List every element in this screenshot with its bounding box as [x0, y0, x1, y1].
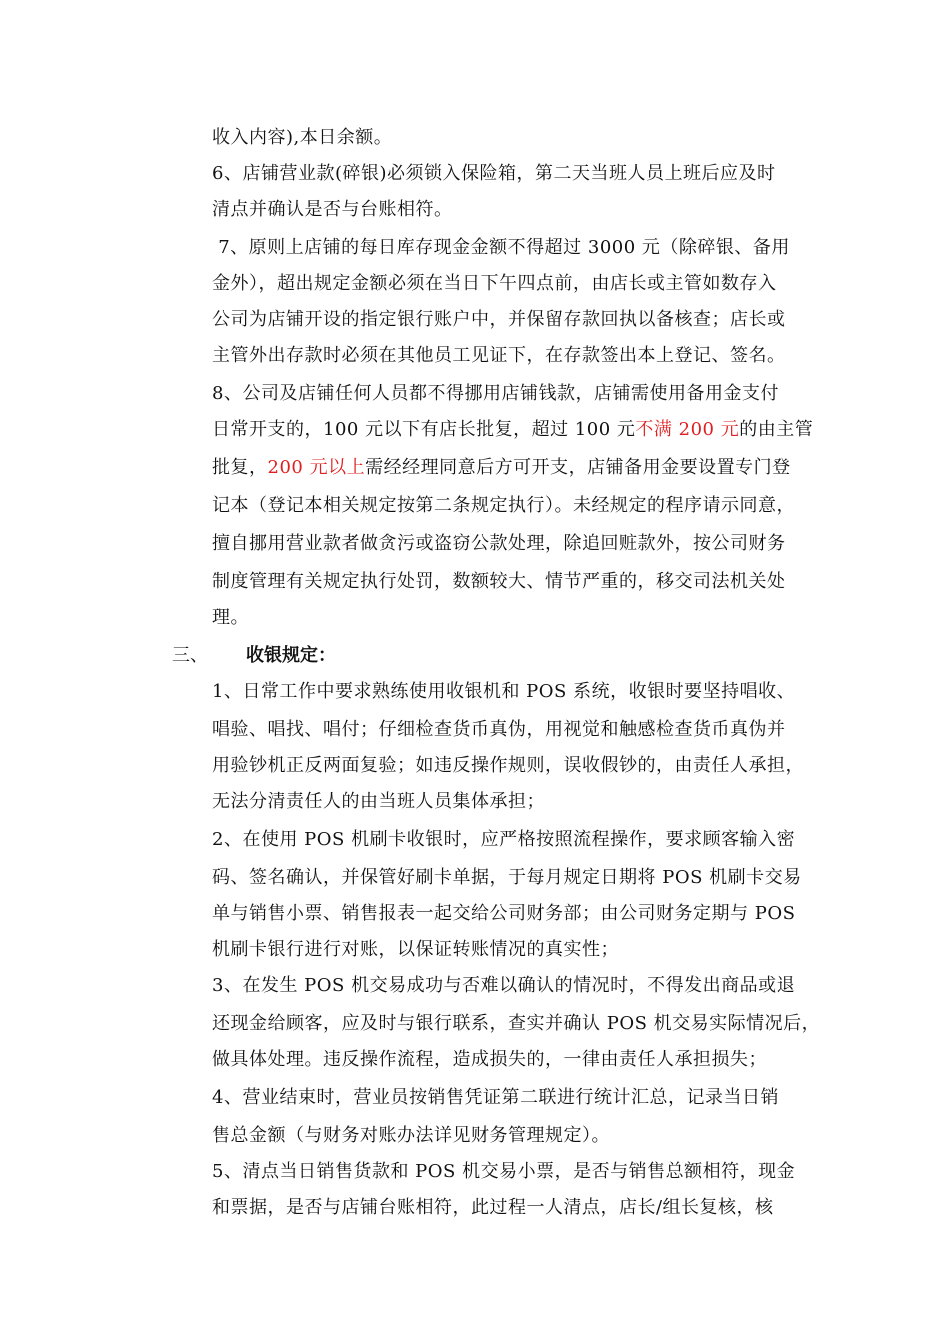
text-line: 5、清点当日销售货款和 POS 机交易小票，是否与销售总额相符，现金 — [212, 1161, 796, 1182]
text-line: 1、日常工作中要求熟练使用收银机和 POS 系统，收银时要坚持唱收、 — [212, 681, 796, 702]
text-line: 3、在发生 POS 机交易成功与否难以确认的情况时，不得发出商品或退 — [212, 975, 796, 996]
text-line-with-highlight — [212, 412, 813, 448]
text-line: 还现金给顾客，应及时与银行联系，查实并确认 POS 机交易实际情况后， — [212, 1013, 821, 1034]
text-line: 2、在使用 POS 机刷卡收银时，应严格按照流程操作，要求顾客输入密 — [212, 829, 796, 850]
text-segment: 的由主管 — [739, 419, 814, 440]
text-line: 金外），超出规定金额必须在当日下午四点前，由店长或主管如数存入 — [212, 273, 777, 294]
section-title: 收银规定： — [246, 645, 336, 666]
text-line: 和票据，是否与店铺台账相符，此过程一人清点，店长/组长复核，核 — [212, 1197, 774, 1218]
text-line: 主管外出存款时必须在其他员工见证下，在存款签出本上登记、签名。 — [212, 345, 786, 366]
text-line: 记本（登记本相关规定按第二条规定执行）。未经规定的程序请示同意， — [212, 495, 795, 516]
highlight-text: 不满 200 元 — [635, 419, 740, 440]
text-line: 无法分清责任人的由当班人员集体承担； — [212, 791, 545, 812]
text-segment: 日常开支的，100 元以下有店长批复，超过 100 元 — [212, 419, 636, 440]
text-line: 公司为店铺开设的指定银行账户中，并保留存款回执以备核查；店长或 — [212, 309, 786, 330]
text-line: 售总金额（与财务对账办法详见财务管理规定）。 — [212, 1125, 610, 1146]
text-line-with-highlight — [212, 450, 791, 486]
text-line: 6、店铺营业款(碎银)必须锁入保险箱，第二天当班人员上班后应及时 — [212, 163, 776, 184]
text-line: 收入内容),本日余额。 — [212, 127, 393, 148]
text-line: 擅自挪用营业款者做贪污或盗窃公款处理，除追回赃款外，按公司财务 — [212, 533, 786, 554]
text-line: 做具体处理。违反操作流程，造成损失的，一律由责任人承担损失； — [212, 1049, 767, 1070]
text-line: 单与销售小票、销售报表一起交给公司财务部；由公司财务定期与 POS — [212, 903, 796, 924]
highlight-text: 200 元以上 — [267, 457, 366, 478]
text-line: 唱验、唱找、唱付；仔细检查货币真伪，用视觉和触感检查货币真伪并 — [212, 719, 786, 740]
text-line: 4、营业结束时，营业员按销售凭证第二联进行统计汇总，记录当日销 — [212, 1087, 779, 1108]
section-number: 三、 — [172, 645, 208, 666]
text-line: 码、签名确认，并保管好刷卡单据，于每月规定日期将 POS 机刷卡交易 — [212, 867, 802, 888]
text-segment: 批复， — [212, 457, 268, 478]
text-line: 8、公司及店铺任何人员都不得挪用店铺钱款，店铺需使用备用金支付 — [212, 383, 779, 404]
text-line: 7、原则上店铺的每日库存现金金额不得超过 3000 元（除碎银、备用 — [212, 237, 790, 258]
text-line: 理。 — [212, 607, 249, 628]
text-line: 用验钞机正反两面复验；如违反操作规则，误收假钞的，由责任人承担， — [212, 755, 804, 776]
text-line: 制度管理有关规定执行处罚，数额较大、情节严重的，移交司法机关处 — [212, 571, 786, 592]
text-line: 清点并确认是否与台账相符。 — [212, 199, 453, 220]
text-segment: 需经经理同意后方可开支，店铺备用金要设置专门登 — [365, 457, 791, 478]
text-line: 机刷卡银行进行对账，以保证转账情况的真实性； — [212, 939, 619, 960]
